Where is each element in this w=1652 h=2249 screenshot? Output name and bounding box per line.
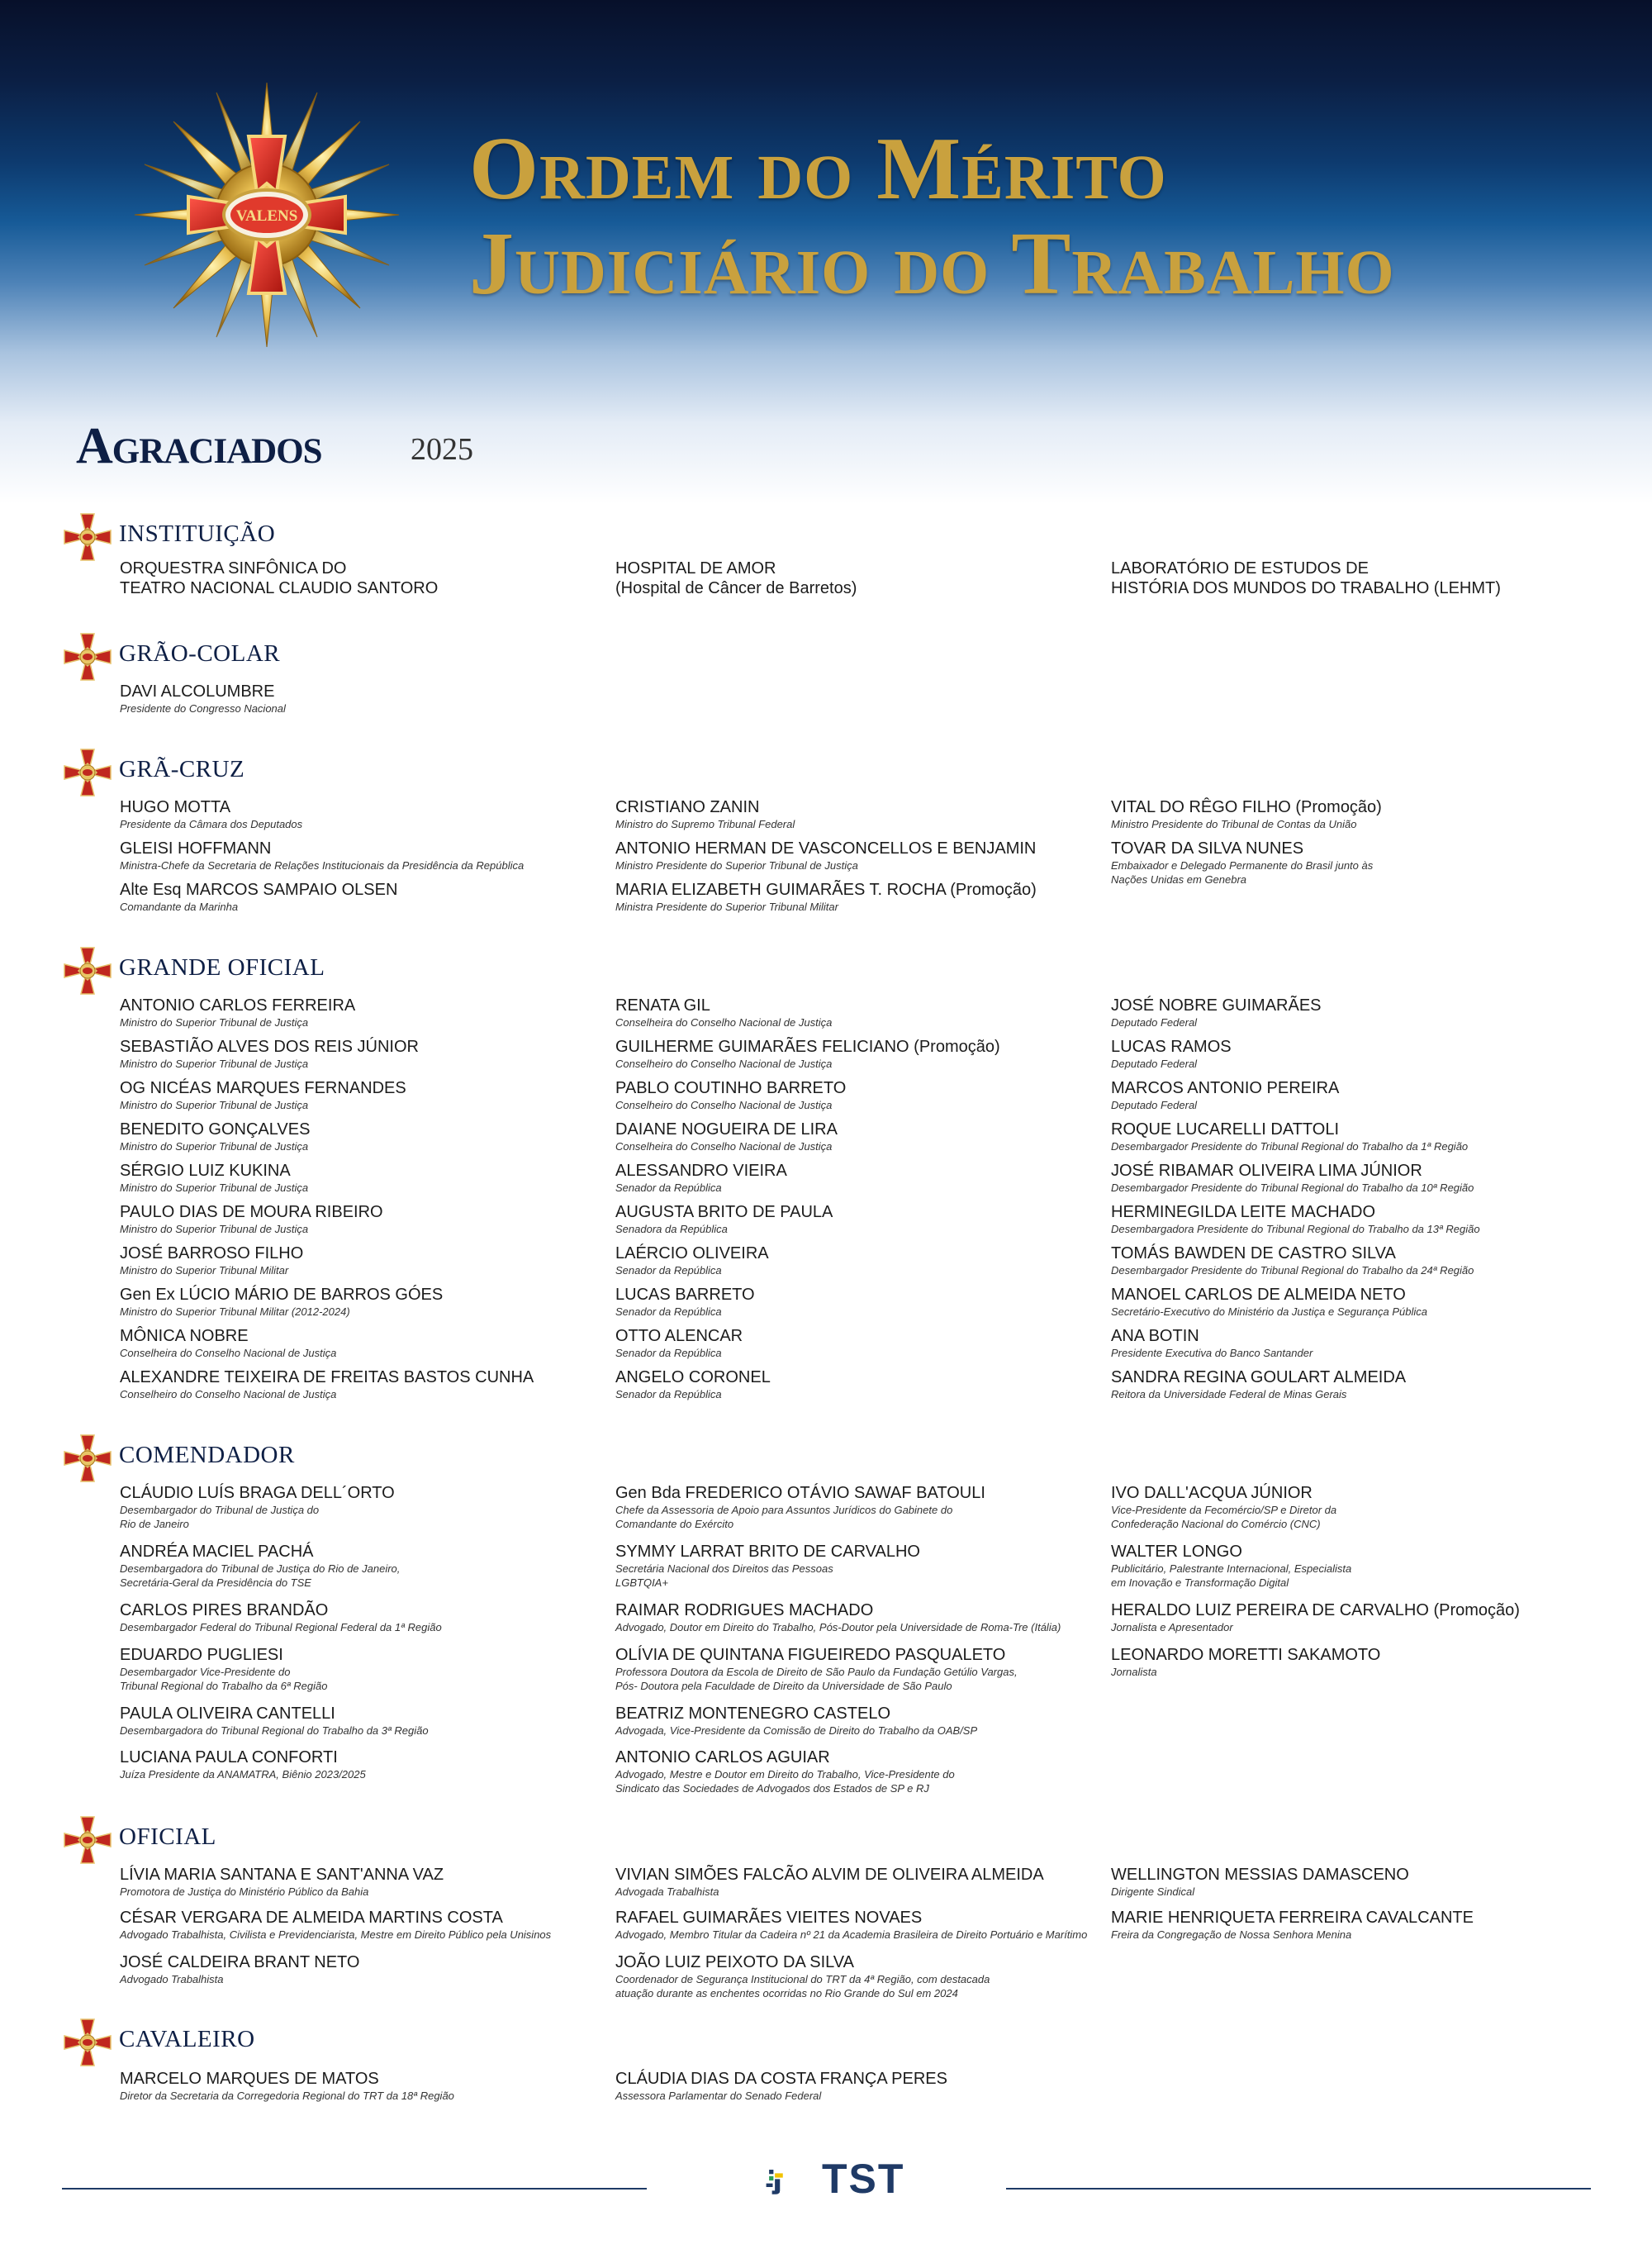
list-item <box>120 1078 607 1112</box>
name: CLÁUDIO LUÍS BRAGA DELL´ORTO <box>120 1484 395 1502</box>
order-cross-icon <box>63 1434 112 1483</box>
role: Secretária-Geral da Presidência do TSE <box>120 1576 311 1589</box>
name: SYMMY LARRAT BRITO DE CARVALHO <box>615 1543 920 1561</box>
medal-emblem <box>131 78 403 351</box>
list-item <box>615 2069 1103 2103</box>
role: Desembargadora do Tribunal de Justiça do Rio de Janeiro, <box>120 1562 401 1575</box>
list-item <box>120 1243 607 1277</box>
list-item <box>120 1202 607 1236</box>
list-item <box>615 1326 1103 1360</box>
role: Ministro do Superior Tribunal de Justiça <box>120 1058 309 1070</box>
list-item <box>120 2069 607 2103</box>
role: Diretor da Secretaria da Corregedoria Regional do TRT da 18ª Região <box>120 2090 454 2102</box>
role: Comandante da Marinha <box>120 901 239 913</box>
role: Ministro do Superior Tribunal de Justiça <box>120 1140 309 1153</box>
role: Rio de Janeiro <box>120 1518 189 1530</box>
name: HERMINEGILDA LEITE MACHADO <box>1111 1203 1376 1221</box>
name: LUCAS RAMOS <box>1111 1038 1232 1056</box>
list-item <box>120 1483 607 1531</box>
role: Advogado, Membro Titular da Cadeira nº 21 da Academia Brasileira de Direito Portuário e Marítimo <box>615 1928 1088 1941</box>
list-item <box>1111 1326 1623 1360</box>
role: Desembargador Presidente do Tribunal Regional do Trabalho da 10ª Região <box>1111 1182 1474 1194</box>
role: Conselheira do Conselho Nacional de Justiça <box>615 1016 833 1029</box>
role: Jornalista <box>1111 1666 1157 1678</box>
role: Promotora de Justiça do Ministério Público da Bahia <box>120 1885 369 1898</box>
name: VITAL DO RÊGO FILHO (Promoção) <box>1111 798 1382 816</box>
name: ORQUESTRA SINFÔNICA DO <box>120 559 347 578</box>
role: Nações Unidas em Genebra <box>1111 873 1247 886</box>
role: Senador da República <box>615 1264 722 1277</box>
name: ALESSANDRO VIEIRA <box>615 1162 787 1180</box>
list-item <box>120 559 607 598</box>
list-item <box>615 1037 1103 1071</box>
name: JOSÉ CALDEIRA BRANT NETO <box>120 1953 360 1971</box>
section-title: GRÃO-COLAR <box>119 640 281 667</box>
role: Desembargador Presidente do Tribunal Regional do Trabalho da 1ª Região <box>1111 1140 1469 1153</box>
role: Reitora da Universidade Federal de Minas Gerais <box>1111 1388 1347 1400</box>
role: Embaixador e Delegado Permanente do Brasil junto às <box>1111 859 1374 872</box>
list-item <box>1111 996 1623 1029</box>
role: Ministra-Chefe da Secretaria de Relações Institucionais da Presidência da República <box>120 859 525 872</box>
list-item <box>615 1078 1103 1112</box>
name: IVO DALL'ACQUA JÚNIOR <box>1111 1484 1313 1502</box>
name: ANTONIO CARLOS AGUIAR <box>615 1748 830 1766</box>
role: Ministro do Supremo Tribunal Federal <box>615 818 795 830</box>
name: ANTONIO CARLOS FERREIRA <box>120 996 356 1015</box>
name: LAÉRCIO OLIVEIRA <box>615 1244 769 1262</box>
name: AUGUSTA BRITO DE PAULA <box>615 1203 833 1221</box>
name: SANDRA REGINA GOULART ALMEIDA <box>1111 1368 1407 1386</box>
name: HOSPITAL DE AMOR <box>615 559 776 578</box>
role: Advogada Trabalhista <box>615 1885 719 1898</box>
list-item <box>120 1285 607 1319</box>
name: LUCAS BARRETO <box>615 1286 755 1304</box>
role: Vice-Presidente da Fecomércio/SP e Diretor da <box>1111 1504 1337 1516</box>
role: Conselheiro do Conselho Nacional de Justiça <box>615 1099 833 1111</box>
list-item <box>615 1747 1103 1795</box>
role: Advogada, Vice-Presidente da Comissão de Direito do Trabalho da OAB/SP <box>615 1724 978 1737</box>
list-item <box>615 1202 1103 1236</box>
name: OG NICÉAS MARQUES FERNANDES <box>120 1079 406 1097</box>
list-item <box>120 1037 607 1071</box>
role: Assessora Parlamentar do Senado Federal <box>615 2090 822 2102</box>
list-item <box>120 1120 607 1153</box>
role: Ministro do Superior Tribunal de Justiça <box>120 1016 309 1029</box>
role: Jornalista e Apresentador <box>1111 1621 1233 1633</box>
role: atuação durante as enchentes ocorridas no Rio Grande do Sul em 2024 <box>615 1987 958 1999</box>
list-item <box>615 1161 1103 1195</box>
list-item <box>615 839 1103 872</box>
list-item <box>615 880 1103 914</box>
order-cross-icon <box>63 2018 112 2067</box>
name: SÉRGIO LUIZ KUKINA <box>120 1162 291 1180</box>
list-item <box>615 1704 1103 1738</box>
tst-logo-icon <box>764 2148 822 2214</box>
list-item <box>615 1865 1103 1899</box>
list-item <box>120 1908 607 1942</box>
role: Conselheiro do Conselho Nacional de Justiça <box>120 1388 337 1400</box>
role: Comandante do Exército <box>615 1518 734 1530</box>
name: DAVI ALCOLUMBRE <box>120 682 275 701</box>
role: Ministro do Superior Tribunal Militar (2012-2024) <box>120 1305 350 1318</box>
role: Freira da Congregação de Nossa Senhora Menina <box>1111 1928 1352 1941</box>
role: Secretária Nacional dos Direitos das Pessoas <box>615 1562 833 1575</box>
list-item <box>1111 1161 1623 1195</box>
list-item <box>120 839 607 872</box>
name: Alte Esq MARCOS SAMPAIO OLSEN <box>120 881 398 899</box>
role: Desembargadora Presidente do Tribunal Regional do Trabalho da 13ª Região <box>1111 1223 1480 1235</box>
role: Advogado, Mestre e Doutor em Direito do Trabalho, Vice-Presidente do <box>615 1768 955 1781</box>
list-item <box>615 1483 1103 1531</box>
name: LEONARDO MORETTI SAKAMOTO <box>1111 1646 1381 1664</box>
role: Desembargador do Tribunal de Justiça do <box>120 1504 320 1516</box>
list-item <box>1111 1483 1623 1531</box>
name: MARIE HENRIQUETA FERREIRA CAVALCANTE <box>1111 1909 1474 1927</box>
name: MANOEL CARLOS DE ALMEIDA NETO <box>1111 1286 1406 1304</box>
name: LABORATÓRIO DE ESTUDOS DE <box>1111 559 1369 578</box>
section-title: COMENDADOR <box>119 1442 295 1468</box>
role: LGBTQIA+ <box>615 1576 668 1589</box>
section-title: CAVALEIRO <box>119 2026 255 2052</box>
name: CÉSAR VERGARA DE ALMEIDA MARTINS COSTA <box>120 1909 503 1927</box>
name: HUGO MOTTA <box>120 798 231 816</box>
name: ANDRÉA MACIEL PACHÁ <box>120 1543 314 1561</box>
role: Sindicato das Sociedades de Advogados dos Estados de SP e RJ <box>615 1782 929 1795</box>
agraciados-heading: Agraciados <box>76 418 322 474</box>
role: Ministro do Superior Tribunal Militar <box>120 1264 289 1277</box>
list-item <box>120 1704 607 1738</box>
name: GLEISI HOFFMANN <box>120 839 272 858</box>
name: (Hospital de Câncer de Barretos) <box>615 579 857 597</box>
list-item <box>1111 1243 1623 1277</box>
list-item <box>1111 559 1623 598</box>
name: HISTÓRIA DOS MUNDOS DO TRABALHO (LEHMT) <box>1111 579 1501 597</box>
list-item <box>120 1600 607 1634</box>
name: MARIA ELIZABETH GUIMARÃES T. ROCHA (Promoção) <box>615 881 1037 899</box>
name: EDUARDO PUGLIESI <box>120 1646 283 1664</box>
section-title: INSTITUIÇÃO <box>119 521 276 547</box>
list-item <box>120 1952 607 1986</box>
list-item <box>615 1243 1103 1277</box>
role: Deputado Federal <box>1111 1016 1198 1029</box>
order-cross-icon <box>63 946 112 996</box>
list-item <box>1111 1120 1623 1153</box>
role: Senador da República <box>615 1347 722 1359</box>
footer-divider-left <box>62 2188 647 2190</box>
role: Presidente do Congresso Nacional <box>120 702 286 715</box>
section-title: OFICIAL <box>119 1823 216 1850</box>
name: RAFAEL GUIMARÃES VIEITES NOVAES <box>615 1909 923 1927</box>
role: Deputado Federal <box>1111 1058 1198 1070</box>
role: Secretário-Executivo do Ministério da Justiça e Segurança Pública <box>1111 1305 1427 1318</box>
name: BENEDITO GONÇALVES <box>120 1120 311 1139</box>
role: Senadora da República <box>615 1223 728 1235</box>
list-item <box>615 1542 1103 1590</box>
list-item <box>1111 1285 1623 1319</box>
role: Advogado Trabalhista, Civilista e Previdenciarista, Mestre em Direito Público pela Unisinos <box>120 1928 552 1941</box>
name: Gen Bda FREDERICO OTÁVIO SAWAF BATOULI <box>615 1484 985 1502</box>
role: Pós- Doutora pela Faculdade de Direito da Universidade de São Paulo <box>615 1680 952 1692</box>
name: TEATRO NACIONAL CLAUDIO SANTORO <box>120 579 439 597</box>
name: WELLINGTON MESSIAS DAMASCENO <box>1111 1866 1409 1884</box>
list-item <box>120 1865 607 1899</box>
name: MARCELO MARQUES DE MATOS <box>120 2070 379 2088</box>
footer-divider-right <box>1006 2188 1591 2190</box>
list-item <box>615 1645 1103 1693</box>
role: Juíza Presidente da ANAMATRA, Biênio 2023/2025 <box>120 1768 366 1781</box>
list-item <box>615 1600 1103 1634</box>
list-item <box>120 1161 607 1195</box>
list-item <box>615 1908 1103 1942</box>
name: OLÍVIA DE QUINTANA FIGUEIREDO PASQUALETO <box>615 1646 1006 1664</box>
name: LUCIANA PAULA CONFORTI <box>120 1748 338 1766</box>
list-item <box>615 559 1103 598</box>
list-item <box>1111 839 1623 887</box>
name: PAULA OLIVEIRA CANTELLI <box>120 1705 335 1723</box>
list-item <box>1111 1367 1623 1401</box>
list-item <box>120 1367 607 1401</box>
name: CRISTIANO ZANIN <box>615 798 760 816</box>
order-cross-icon <box>63 632 112 682</box>
role: Tribunal Regional do Trabalho da 6ª Região <box>120 1680 328 1692</box>
role: Desembargador Vice-Presidente do <box>120 1666 291 1678</box>
section-title: GRÃ-CRUZ <box>119 756 245 782</box>
name: LÍVIA MARIA SANTANA E SANT'ANNA VAZ <box>120 1866 444 1884</box>
header-banner <box>0 0 1652 504</box>
list-item <box>1111 1542 1623 1590</box>
name: RAIMAR RODRIGUES MACHADO <box>615 1601 874 1619</box>
tst-logo-text: TST <box>822 2156 905 2202</box>
list-item <box>615 797 1103 831</box>
name: RENATA GIL <box>615 996 710 1015</box>
name: PABLO COUTINHO BARRETO <box>615 1079 847 1097</box>
name: BEATRIZ MONTENEGRO CASTELO <box>615 1705 890 1723</box>
role: Ministro do Superior Tribunal de Justiça <box>120 1099 309 1111</box>
list-item <box>615 1285 1103 1319</box>
order-cross-icon <box>63 748 112 797</box>
list-item <box>1111 1037 1623 1071</box>
role: Dirigente Sindical <box>1111 1885 1195 1898</box>
order-cross-icon <box>63 512 112 562</box>
role: Professora Doutora da Escola de Direito de São Paulo da Fundação Getúlio Vargas, <box>615 1666 1018 1678</box>
role: Desembargador Federal do Tribunal Regional Federal da 1ª Região <box>120 1621 442 1633</box>
role: Presidente Executiva do Banco Santander <box>1111 1347 1313 1359</box>
name: HERALDO LUIZ PEREIRA DE CARVALHO (Promoção) <box>1111 1601 1520 1619</box>
name: JOSÉ RIBAMAR OLIVEIRA LIMA JÚNIOR <box>1111 1162 1422 1180</box>
list-item <box>1111 1908 1623 1942</box>
name: OTTO ALENCAR <box>615 1327 743 1345</box>
name: JOÃO LUIZ PEIXOTO DA SILVA <box>615 1953 854 1971</box>
list-item <box>120 1645 607 1693</box>
name: TOMÁS BAWDEN DE CASTRO SILVA <box>1111 1244 1396 1262</box>
role: Senador da República <box>615 1305 722 1318</box>
list-item <box>615 996 1103 1029</box>
list-item <box>1111 1600 1623 1634</box>
name: ALEXANDRE TEIXEIRA DE FREITAS BASTOS CUNHA <box>120 1368 534 1386</box>
role: Ministro Presidente do Superior Tribunal de Justiça <box>615 859 858 872</box>
name: DAIANE NOGUEIRA DE LIRA <box>615 1120 838 1139</box>
title-line-2: Judiciário do Trabalho <box>469 215 1395 313</box>
name: MARCOS ANTONIO PEREIRA <box>1111 1079 1340 1097</box>
order-cross-icon <box>63 1815 112 1865</box>
list-item <box>120 797 607 831</box>
name: ROQUE LUCARELLI DATTOLI <box>1111 1120 1339 1139</box>
list-item <box>120 1747 607 1781</box>
title-line-1: Ordem do Mérito <box>469 120 1167 218</box>
role: Conselheira do Conselho Nacional de Justiça <box>120 1347 337 1359</box>
role: Confederação Nacional do Comércio (CNC) <box>1111 1518 1321 1530</box>
role: Senador da República <box>615 1388 722 1400</box>
list-item <box>615 1952 1103 2000</box>
list-item <box>1111 1078 1623 1112</box>
role: Conselheira do Conselho Nacional de Justiça <box>615 1140 833 1153</box>
role: Ministro do Superior Tribunal de Justiça <box>120 1223 309 1235</box>
name: WALTER LONGO <box>1111 1543 1242 1561</box>
name: JOSÉ NOBRE GUIMARÃES <box>1111 996 1322 1015</box>
role: Desembargadora do Tribunal Regional do Trabalho da 3ª Região <box>120 1724 429 1737</box>
list-item <box>1111 797 1623 831</box>
role: Publicitário, Palestrante Internacional, Especialista <box>1111 1562 1352 1575</box>
list-item <box>1111 1865 1623 1899</box>
role: Ministra Presidente do Superior Tribunal Militar <box>615 901 838 913</box>
name: ANGELO CORONEL <box>615 1368 771 1386</box>
section-title: GRANDE OFICIAL <box>119 954 325 981</box>
year-label: 2025 <box>411 432 473 467</box>
name: ANTONIO HERMAN DE VASCONCELLOS E BENJAMIN <box>615 839 1037 858</box>
list-item <box>120 1542 607 1590</box>
list-item <box>120 1326 607 1360</box>
list-item <box>1111 1645 1623 1679</box>
role: Senador da República <box>615 1182 722 1194</box>
role: Coordenador de Segurança Institucional do TRT da 4ª Região, com destacada <box>615 1973 990 1985</box>
name: TOVAR DA SILVA NUNES <box>1111 839 1304 858</box>
list-item <box>615 1120 1103 1153</box>
role: Desembargador Presidente do Tribunal Regional do Trabalho da 24ª Região <box>1111 1264 1474 1277</box>
name: JOSÉ BARROSO FILHO <box>120 1244 304 1262</box>
medal-inscription: VALENS <box>235 207 298 225</box>
role: Advogado, Doutor em Direito do Trabalho, Pós-Doutor pela Universidade de Roma-Tre (Itália) <box>615 1621 1061 1633</box>
role: Chefe da Assessoria de Apoio para Assuntos Jurídicos do Gabinete do <box>615 1504 953 1516</box>
role: Conselheiro do Conselho Nacional de Justiça <box>615 1058 833 1070</box>
name: MÔNICA NOBRE <box>120 1327 249 1345</box>
list-item <box>615 1367 1103 1401</box>
list-item <box>120 996 607 1029</box>
role: Advogado Trabalhista <box>120 1973 224 1985</box>
role: Ministro Presidente do Tribunal de Contas da União <box>1111 818 1357 830</box>
name: PAULO DIAS DE MOURA RIBEIRO <box>120 1203 383 1221</box>
role: Presidente da Câmara dos Deputados <box>120 818 303 830</box>
name: VIVIAN SIMÕES FALCÃO ALVIM DE OLIVEIRA ALMEIDA <box>615 1866 1044 1884</box>
role: Deputado Federal <box>1111 1099 1198 1111</box>
name: ANA BOTIN <box>1111 1327 1199 1345</box>
name: SEBASTIÃO ALVES DOS REIS JÚNIOR <box>120 1038 419 1056</box>
name: Gen Ex LÚCIO MÁRIO DE BARROS GÓES <box>120 1286 444 1304</box>
list-item <box>120 682 607 716</box>
name: CARLOS PIRES BRANDÃO <box>120 1601 329 1619</box>
list-item <box>1111 1202 1623 1236</box>
role: Ministro do Superior Tribunal de Justiça <box>120 1182 309 1194</box>
name: CLÁUDIA DIAS DA COSTA FRANÇA PERES <box>615 2070 947 2088</box>
name: GUILHERME GUIMARÃES FELICIANO (Promoção) <box>615 1038 1000 1056</box>
role: em Inovação e Transformação Digital <box>1111 1576 1289 1589</box>
list-item <box>120 880 607 914</box>
